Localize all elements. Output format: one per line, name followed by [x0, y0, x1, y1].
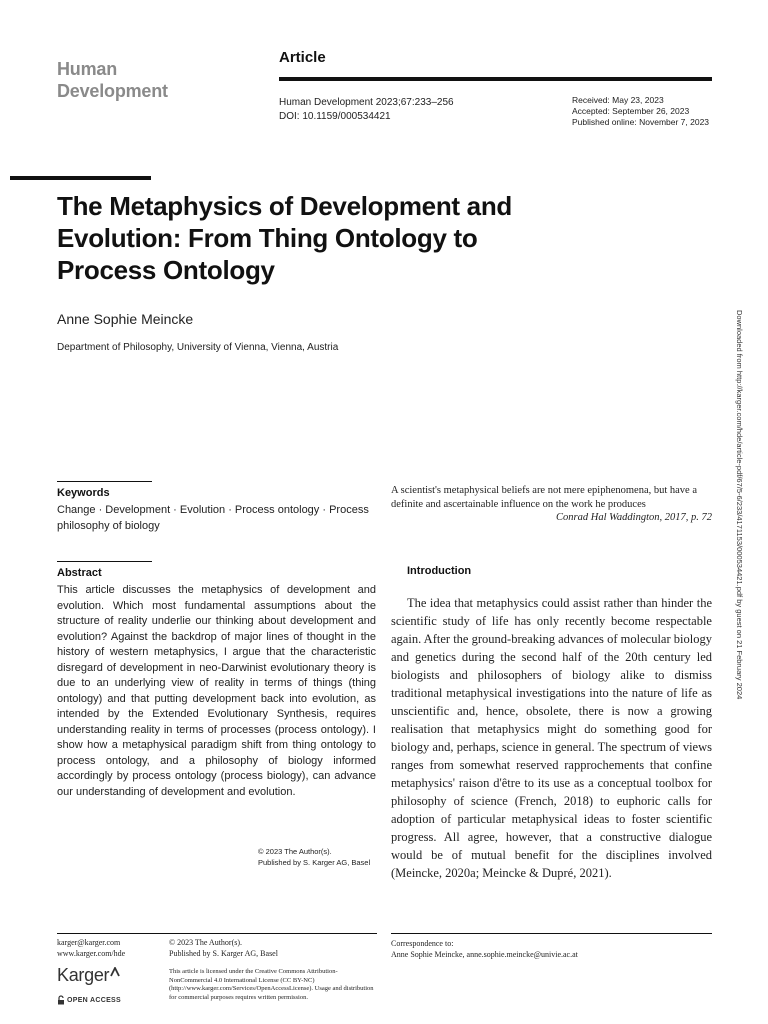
abstract-heading: Abstract: [57, 567, 102, 579]
published-date: Published online: November 7, 2023: [572, 117, 710, 127]
footer-copyright: [169, 937, 278, 959]
journal-logo: [57, 58, 168, 102]
introduction-heading: Introduction: [407, 565, 472, 577]
publisher-website[interactable]: www.karger.com/hde: [57, 949, 126, 958]
publisher-email[interactable]: karger@karger.com: [57, 938, 121, 947]
open-access-label: OPEN ACCESS: [67, 996, 121, 1004]
author-name: Anne Sophie Meincke: [57, 311, 194, 327]
accepted-date: Accepted: September 26, 2023: [572, 106, 690, 116]
footer-copyright-line1: © 2023 The Author(s).: [169, 938, 243, 947]
correspondence: [391, 938, 578, 960]
open-access-badge: [57, 995, 121, 1005]
correspondence-contact: Anne Sophie Meincke, anne.sophie.meincke@univie.ac.at: [391, 950, 578, 959]
copyright-line2: Published by S. Karger AG, Basel: [258, 858, 371, 867]
article-title: The Metaphysics of Development and Evolution: From Thing Ontology to Process Ontology: [57, 191, 513, 285]
doi: DOI: 10.1159/000534421: [279, 111, 391, 122]
keywords-heading: Keywords: [57, 487, 110, 499]
footer-rule-right: [391, 933, 712, 934]
journal-name-line1: Human: [57, 59, 118, 79]
correspondence-label: Correspondence to:: [391, 939, 454, 948]
publisher-name: Karger: [57, 965, 110, 985]
citation: Human Development 2023;67:233–256: [279, 97, 454, 108]
download-note: [732, 310, 746, 770]
open-lock-icon: [57, 995, 65, 1005]
keywords-list: Change · Development · Evolution · Process ontology · Process philosophy of biology: [57, 504, 369, 532]
title-rule: [10, 176, 151, 180]
footer-copyright-line2: Published by S. Karger AG, Basel: [169, 949, 278, 958]
copyright-line1: © 2023 The Author(s).: [258, 847, 332, 856]
introduction-text: The idea that metaphysics could assist rather than hinder the scientific study of life has only recently become respectable again. After the ground-breaking advances of molecular biology and genetics during the second half of the 20th century led biologists and philosophers of biology alike to dismiss traditional metaphysical investigations into the nature of life as unscientific and, hence, obsolete, there is now a growing realisation that metaphysics might do something good for biology and, perhaps, science in general. The spectrum of views ranges from somewhat reserved rapprochements that confine metaphysics' raison d'être to its use as a conceptual toolbox for philosophy of science (French, 2018) to euphoric calls for adoption of particular metaphysical ideas to foster scientific progress. All agree, however, that a constructive dialogue would be of mutual benefit for the disciplines involved (Meincke, 2020a; Meincke & Dupré, 2021).: [391, 596, 712, 880]
received-date: Received: May 23, 2023: [572, 95, 664, 105]
journal-name-line2: Development: [57, 81, 168, 101]
footer-rule-left: [57, 933, 377, 934]
karger-logo: [57, 965, 120, 986]
author-affiliation: Department of Philosophy, University of Vienna, Vienna, Austria: [57, 342, 339, 353]
epigraph-quote: A scientist's metaphysical beliefs are not mere epiphenomena, but have a definite and ascertainable influence on the work he produces: [391, 485, 697, 510]
publisher-contact: [57, 937, 125, 959]
abstract-text: This article discusses the metaphysics of development and evolution. Which most fundamental assumptions about the structure of reality underlie our thinking about development and evolution? Against the backdrop of major lines of thought in the history of western metaphysics, I argue that the characteristic disregard of development in neo-Darwinist evolutionary theory is due to an underlying view of reality in terms of things (thing ontology) and that putting development back into evolution, as intended by the Extended Evolutionary Synthesis, requires understanding reality in terms of processes (process ontology). I show how a metaphysical paradigm shift from thing ontology to process ontology, and a philosophy of biology informed accordingly by process ontology (process biology), can advance our understanding of development and evolution.: [57, 584, 376, 798]
abstract-rule: [57, 561, 152, 562]
citation-block: [279, 96, 454, 124]
keywords-rule: [57, 481, 152, 482]
article-type-label: Article: [279, 49, 326, 66]
karger-mark-icon: [110, 967, 120, 977]
license-text: This article is licensed under the Creative Commons Attribution-NonCommercial 4.0 International License (CC BY-NC) (http://www.karger.com/Services/OpenAccessLicense). Usage and distribution for commercial purposes requires written permission.: [169, 968, 374, 1001]
header-rule: [279, 77, 712, 81]
dates-block: [572, 95, 709, 128]
epigraph: [391, 484, 712, 525]
abstract-copyright: [258, 846, 370, 868]
epigraph-source: Conrad Hal Waddington, 2017, p. 72: [556, 512, 712, 523]
download-note-text: Downloaded from http://karger.com/hde/article-pdf/67/5-6/233/4171153/000534421.pdf by guest on 21 February 2024: [735, 310, 744, 700]
